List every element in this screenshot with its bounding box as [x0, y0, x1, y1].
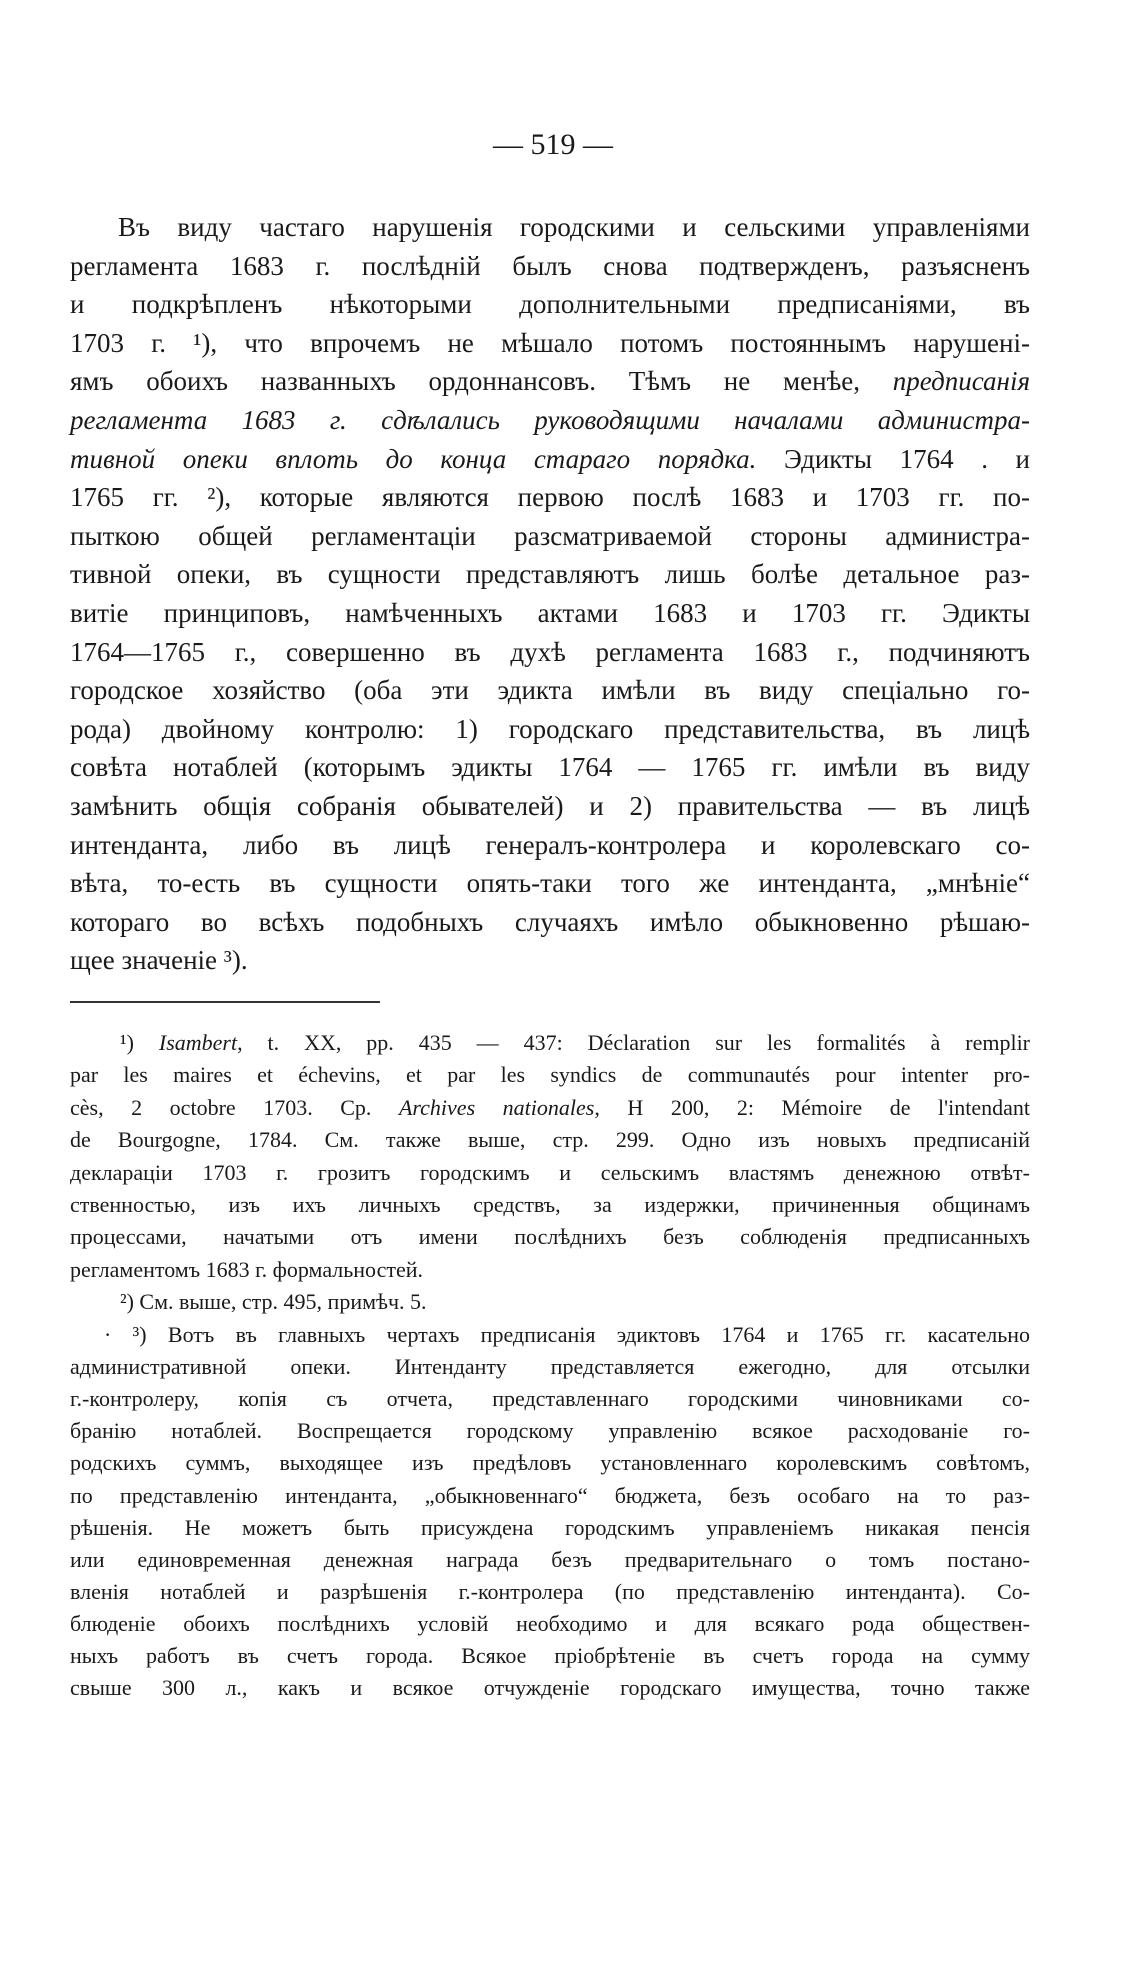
text: ныхъ работъ въ счетъ города. Всякое пріобрѣтеніе въ счетъ города на сумму: [70, 1643, 1030, 1668]
text: г.-контролеру, копія съ отчета, представленнаго городскими чиновниками со-: [70, 1386, 1030, 1412]
text: и подкрѣпленъ нѣкоторыми дополнительными предписаніями, въ: [70, 289, 1030, 320]
footnote-1-line: [120, 1027, 1030, 1059]
text: cès, 2 octobre 1703. Ср.: [70, 1094, 399, 1120]
text: ²) См. выше, стр. 495, примѣч. 5.: [120, 1289, 427, 1314]
footnote-3-line: [70, 1351, 1030, 1383]
text: 1765 гг. ²), которые являются первою послѣ 1683 и 1703 гг. по-: [70, 482, 1030, 513]
footnote-3-line: [70, 1415, 1030, 1447]
text: Эдикты 1764 . и: [756, 443, 1030, 474]
text: интенданта, либо въ лицѣ генералъ-контролера и королевскаго со-: [70, 829, 1030, 860]
footnote-1-line: [70, 1254, 1030, 1286]
footnote-separator: [70, 1001, 380, 1003]
text: ственностью, изъ ихъ личныхъ средствъ, за издержки, причиненныя общинамъ: [70, 1192, 1030, 1217]
footnote-1-line: [70, 1092, 1030, 1124]
page-number: — 519 —: [493, 128, 613, 161]
text: de Bourgogne, 1784. См. также выше, стр. 299. Одно изъ новыхъ предписаній: [70, 1127, 1030, 1153]
body-line: [70, 787, 1030, 826]
body-line: [70, 941, 1030, 980]
text: рода) двойному контролю: 1) городскаго представительства, въ лицѣ: [70, 713, 1030, 744]
text: блюденіе обоихъ послѣднихъ условій необходимо и для всякаго рода обществен-: [70, 1610, 1030, 1636]
text: административной опеки. Интенданту представляется ежегодно, для отсылки: [70, 1354, 1030, 1380]
text: деклараціи 1703 г. грозитъ городскимъ и сельскимъ властямъ денежною отвѣт-: [70, 1159, 1030, 1185]
text: совѣта нотаблей (которымъ эдикты 1764 — 1765 гг. имѣли въ виду: [70, 752, 1030, 783]
italic-text: тивной опеки вплоть до конца стараго порядка.: [70, 443, 757, 474]
body-line: [70, 324, 1030, 363]
italic-text: регламента 1683 г. сдѣлались руководящими началами администра-: [70, 405, 1030, 435]
text: котораго во всѣхъ подобныхъ случаяхъ имѣло обыкновенно рѣшаю-: [70, 906, 1030, 937]
body-line: [70, 478, 1030, 517]
italic-text: предписанія: [892, 366, 1030, 397]
text: вленія нотаблей и разрѣшенія г.-контролера (по представленію интенданта). Со-: [70, 1578, 1030, 1604]
text: Въ виду частаго нарушенія городскими и сельскими управленіями: [118, 212, 1030, 242]
footnote-1-line: [70, 1157, 1030, 1189]
body-line: [70, 401, 1030, 440]
body-line: [70, 247, 1030, 286]
footnote-3-line: [70, 1383, 1030, 1415]
footnote-1-line: [70, 1124, 1030, 1156]
text: городское хозяйство (оба эти эдикта имѣли въ виду спеціально го-: [70, 675, 1030, 706]
footnote-3-line: [70, 1576, 1030, 1608]
body-line: [118, 208, 1030, 247]
body-line: [70, 826, 1030, 865]
text: процессами, начатыми отъ имени послѣднихъ безъ соблюденія предписанныхъ: [70, 1224, 1030, 1250]
text: ¹): [120, 1030, 159, 1055]
body-line: [70, 362, 1030, 401]
body-line: [70, 903, 1030, 942]
body-line: [70, 555, 1030, 594]
text: par les maires et échevins, et par les syndics de communautés pour intenter pro-: [70, 1062, 1030, 1088]
body-line: [70, 633, 1030, 672]
body-line: [70, 285, 1030, 324]
text: витіе принциповъ, намѣченныхъ актами 1683 и 1703 гг. Эдикты: [70, 598, 1030, 628]
italic-text: Archives nationales: [398, 1094, 595, 1120]
footnote-3-line: [70, 1672, 1030, 1704]
text: регламента 1683 г. послѣдній былъ снова подтвержденъ, разъясненъ: [70, 250, 1030, 281]
footnote-1-line: [70, 1059, 1030, 1091]
footnote-1-line: [70, 1189, 1030, 1221]
text: регламентомъ 1683 г. формальностей.: [70, 1256, 424, 1282]
body-line: [70, 517, 1030, 556]
text: по представленію интенданта, „обыкновеннаго“ бюджета, безъ особаго на то раз-: [70, 1482, 1030, 1508]
text: пыткою общей регламентаціи разсматриваемой стороны администра-: [70, 520, 1030, 551]
body-line: [70, 864, 1030, 903]
footnote-3-line: [70, 1608, 1030, 1640]
text: тивной опеки, въ сущности представляютъ лишь болѣе детальное раз-: [70, 559, 1030, 590]
footnote-3-line: [70, 1447, 1030, 1479]
text: родскихъ суммъ, выходящее изъ предѣловъ установленнаго королевскимъ совѣтомъ,: [70, 1450, 1030, 1476]
text: или единовременная денежная награда безъ предварительнаго о томъ постано-: [70, 1546, 1030, 1572]
italic-text: Isambert: [158, 1030, 238, 1055]
text: · ³) Вотъ въ главныхъ чертахъ предписанія эдиктовъ 1764 и 1765 гг. касательно: [104, 1322, 1030, 1347]
text: замѣнить общія собранія обывателей) и 2) правительства — въ лицѣ: [70, 791, 1030, 821]
text: 1703 г. ¹), что впрочемъ не мѣшало потомъ постояннымъ нарушені-: [70, 327, 1030, 358]
text: рѣшенія. Не можетъ быть присуждена городскимъ управленіемъ никакая пенсія: [70, 1514, 1030, 1540]
body-line: [70, 748, 1030, 787]
footnote-3-line: [70, 1512, 1030, 1544]
text: бранію нотаблей. Воспрещается городскому управленію всякое расходованіе го-: [70, 1418, 1030, 1444]
text: вѣта, то-есть въ сущности опять-таки того же интенданта, „мнѣніе“: [70, 868, 1030, 899]
text: щее значеніе ³).: [70, 945, 248, 976]
footnote-3-line: [70, 1480, 1030, 1512]
text: , H 200, 2: Mémoire de l'intendant: [594, 1094, 1030, 1120]
text: ямъ обоихъ названныхъ ордоннансовъ. Тѣмъ не менѣе,: [70, 366, 893, 397]
footnote-3-line: [70, 1544, 1030, 1576]
text: , t. XX, pp. 435 — 437: Déclaration sur les formalités à remplir: [237, 1030, 1031, 1055]
text: 1764—1765 г., совершенно въ духѣ регламента 1683 г., подчиняютъ: [70, 636, 1030, 667]
footnote-3-line: [70, 1640, 1030, 1672]
body-line: [70, 594, 1030, 633]
footnote-3-line: [104, 1319, 1030, 1351]
footnote-2-line: [120, 1286, 1030, 1318]
text: свыше 300 л., какъ и всякое отчужденіе городскаго имущества, точно также: [70, 1675, 1030, 1701]
body-line: [70, 710, 1030, 749]
body-line: [70, 671, 1030, 710]
body-line: [70, 440, 1030, 479]
footnote-1-line: [70, 1221, 1030, 1253]
